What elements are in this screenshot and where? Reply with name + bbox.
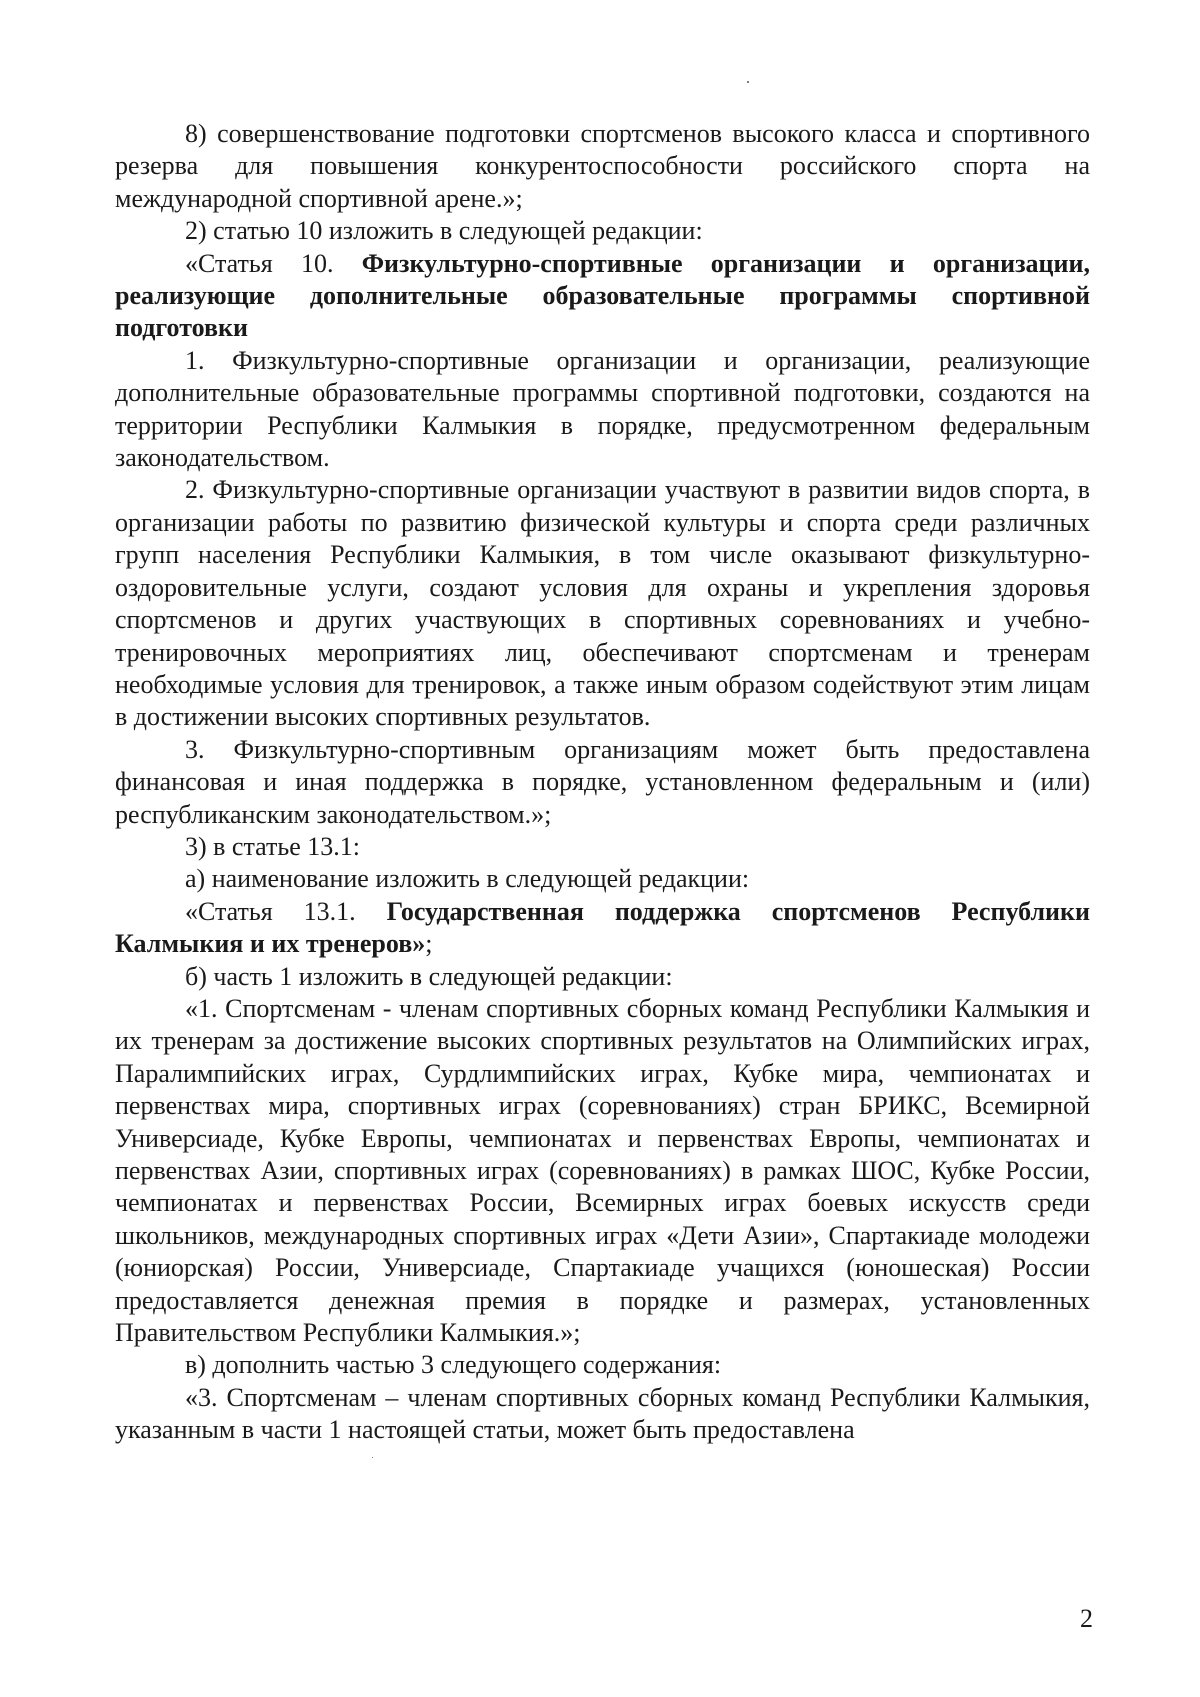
scan-speck	[747, 81, 749, 83]
document-body	[115, 118, 1090, 1447]
article-13-1-lead: «Статья 13.1.	[185, 896, 387, 926]
paragraph-article-13-1: 3) в статье 13.1:	[185, 831, 361, 861]
paragraph-article-13-1-part-1: «1. Спортсменам - членам спортивных сборных команд Республики Калмыкия и их тренерам за достижение высоких спортивных результатов на Олимпийских играх, Паралимпийских играх, Сурдлимпийских играх, Кубке мира, чемпионатах и первенствах мира, спортивных играх (соревнованиях) стран БРИКС, Всемирной Универсиаде, Кубке Европы, чемпионатах и первенствах Европы, чемпионатах и первенствах Азии, спортивных играх (соревнованиях) в рамках ШОС, Кубке России, чемпионатах и первенствах России, Всемирных играх боевых искусств среди школьников, международных спортивных играх «Дети Азии», Спартакиаде молодежи (юниорская) России, Универсиаде, Спартакиаде учащихся (юношеская) России предоставляется денежная премия в порядке и размерах, установленных Правительством Республики Калмыкия.»;	[115, 993, 1090, 1348]
paragraph-subitem-v: в) дополнить частью 3 следующего содержания:	[185, 1350, 722, 1380]
paragraph-item-8: 8) совершенствование подготовки спортсменов высокого класса и спортивного резерва для повышения конкурентоспособности российского спорта на международной спортивной арене.»;	[115, 119, 1090, 213]
paragraph-amend-article-10: 2) статью 10 изложить в следующей редакции:	[185, 216, 703, 246]
paragraph-subitem-a: а) наименование изложить в следующей редакции:	[185, 864, 750, 894]
article-13-1-title: Государственная поддержка спортсменов Республики Калмыкия и их тренеров»	[115, 896, 1090, 959]
article-13-1-tail: ;	[425, 929, 433, 959]
paragraph-article-13-1-part-3: «3. Спортсменам – членам спортивных сборных команд Республики Калмыкия, указанным в части 1 настоящей статьи, может быть предоставлена	[115, 1382, 1090, 1445]
paragraph-article-10-part-1: 1. Физкультурно-спортивные организации и организации, реализующие дополнительные образовательные программы спортивной подготовки, создаются на территории Республики Калмыкия в порядке, предусмотренном федеральным законодательством.	[115, 345, 1090, 473]
paragraph-article-13-1-heading	[115, 896, 1090, 961]
paragraph-subitem-b: б) часть 1 изложить в следующей редакции:	[185, 961, 673, 991]
paragraph-article-10-part-3: 3. Физкультурно-спортивным организациям может быть предоставлена финансовая и иная поддержка в порядке, установленном федеральным и (или) республиканским законодательством.»;	[115, 734, 1090, 829]
paragraph-article-10-heading	[115, 248, 1090, 345]
page-number: 2	[1080, 1604, 1093, 1633]
article-10-lead: «Статья 10.	[185, 248, 362, 278]
paragraph-article-10-part-2: 2. Физкультурно-спортивные организации участвуют в развитии видов спорта, в организации работы по развитию физической культуры и спорта среди различных групп населения Республики Калмыкия, в том числе оказывают физкультурно-оздоровительные услуги, создают условия для охраны и укрепления здоровья спортсменов и других участвующих в спортивных соревнованиях и учебно-тренировочных мероприятиях лиц, обеспечивают спортсменам и тренерам необходимые условия для тренировок, а также иным образом содействуют этим лицам в достижении высоких спортивных результатов.	[115, 475, 1090, 732]
article-10-title: Физкультурно-спортивные организации и организации, реализующие дополнительные образовательные программы спортивной подготовки	[115, 248, 1090, 343]
scan-speck	[372, 1457, 373, 1458]
